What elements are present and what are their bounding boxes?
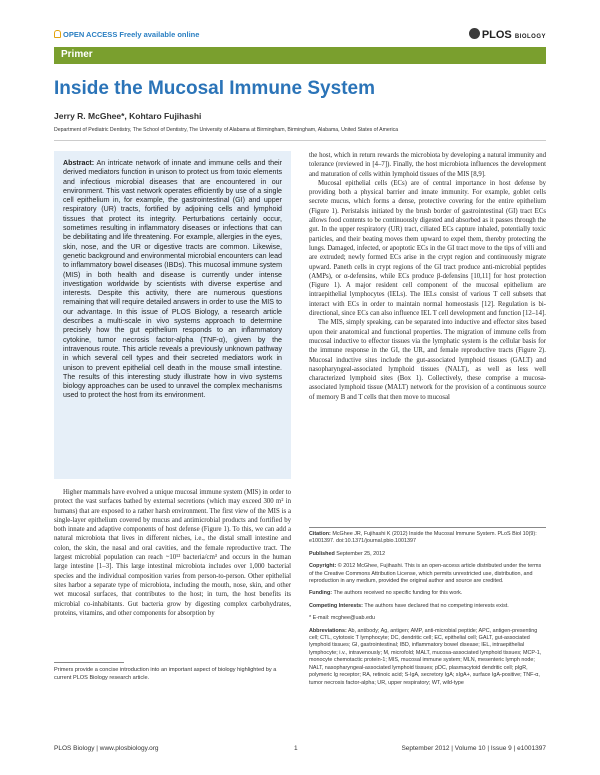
footnote-divider (54, 662, 124, 663)
page-footer (54, 745, 546, 755)
article-type-banner (54, 47, 546, 64)
abstract-label: Abstract: (63, 159, 95, 167)
body-column-right (309, 151, 546, 402)
copyright-block: Copyright: © 2012 McGhee, Fujihashi. This is an open-access article distributed under the terms of the Creative Commons Attribution License, which permits unrestricted use, distribution, and reproduction in any medium, provided the original author and source are credited. (309, 563, 542, 585)
abbreviations-block: Abbreviations: Ab, antibody; Ag, antigen; AMP, anti-microbial peptide; APC, antigen-presenting cell; CTL, cytotoxic T lymphocyte; DC, dendritic cell; EC, epithelial cell; GALT, gut-associated lymphoid tissues; GI, gastrointestinal; IBD, inflammatory bowel disease; IEL, intraepithelial lymphocyte; i.v., intravenously; M, microfold; MALT, mucosa-associated lymphoid tissues; MCP-1, monocyte chemotactic protein-1; MIS, mucosal immune system; MLN, mesenteric lymph node; NALT, nasopharyngeal-associated lymphoid tissues; pDC, plasmacytoid dendritic cell; pIgR, polymeric Ig receptor; RA, retinoic acid; S-IgA, secretory IgA; sIgA+, surface IgA-positive; TNF-α, tumor necrosis factor-alpha; UR, upper respiratory; WT, wild-type (309, 627, 542, 686)
body-paragraph: Mucosal epithelial cells (ECs) are of central importance in host defense by providing both a physical barrier and innate immunity. For example, goblet cells secrete mucus, which forms a dense, protective covering for the entire epithelium (Figure 1). Peristalsis initiated by the brush border of gastrointestinal (GI) tract ECs allows food contents to be continuously digested and absorbed as it passes through the gut. In the upper respiratory (UR) tract, ciliated ECs capture inhaled, potentially toxic particles, and their beating moves them upward to expel them, thereby protecting the lungs. Damaged, infected, or apoptotic ECs in the GI tract move to the tips of villi and are extruded; newly formed ECs arise in the crypt region and continuously migrate upward. Paneth cells in crypt regions of the GI tract produce anti-microbial peptides (AMPs), or α-defensins, while ECs produce β-defensins [10,11] for host protection (Figure 1). A major resident cell component of the mucosal epithelium are intraepithelial lymphocytes (IELs). The IELs consist of various T cell subsets that interact with ECs in order to maintain normal homeostasis [12]. Regulation is bi-directional, since ECs can also influence IEL T cell development and function [12–14]. (309, 179, 546, 318)
published-block: Published September 25, 2012 (309, 550, 386, 557)
page-number: 1 (294, 745, 298, 752)
citation-block: Citation: McGhee JR, Fujihashi K (2012) Inside the Mucosal Immune System. PLoS Biol 10(9): e1001397. doi:10.1371/journal.pbio.1001397 (309, 531, 537, 545)
competing-interests-block: Competing Interests: The authors have declared that no competing interests exist. (309, 602, 509, 609)
article-type-label: Primer (61, 49, 93, 60)
body-column-left (54, 488, 291, 618)
body-paragraph: Higher mammals have evolved a unique mucosal immune system (MIS) in order to protect the vast surfaces bathed by external secretions (which may exceed 300 m² in humans) that are exposed to a rather harsh environment. The first view of the MIS is a single-layer epithelium covered by mucus and antimicrobial products and fortified by both innate and adaptive components of host defense (Figure 1). To this, we can add a natural microbiota that lives in different niches, i.e., the distal small intestine and colon, the skin, the nasal and oral cavities, and the female reproductive tract. The largest microbial population can reach ~10¹² bacteria/cm³ and occurs in the human large intestine [1–3]. This large intestinal microbiota includes over 1,000 bacterial species and the individual composition varies from person-to-person. Other epithelial sites harbor a separate type of microbiota, including the mouth, nose, skin, and other wet mucosal surfaces, that contributes to the host; in turn, the host benefits its microbial co-inhabitants. Gut bacteria grow by digesting complex carbohydrates, proteins, vitamins, and other components for absorption by (54, 489, 291, 617)
header-divider (54, 140, 546, 141)
abstract-box (54, 151, 291, 479)
affiliation: Department of Pediatric Dentistry, The School of Dentistry, The University of Alabama at Birmingham, Birmingham, Alabama, United States of America (54, 127, 399, 133)
open-access-badge: OPEN ACCESS Freely available online (54, 30, 199, 39)
email-line: * E-mail: mcghee@uab.edu (309, 615, 376, 622)
abstract-text: An intricate network of innate and immune cells and their derived mediators function in unison to protect us from toxic elements and infectious microbial diseases that are encountered in our environment. This vast network operates efficiently by use of a single cell epithelium in, for example, the gastrointestinal (GI) and upper respiratory (UR) tracts, fortified by adjoining cells and lymphoid tissues that protect its integrity. Perturbations certainly occur, sometimes resulting in inflammatory diseases or infections that can be debilitating and life threatening. For example, allergies in the eyes, skin, nose, and the UR or digestive tracts are common. Likewise, genetic background and environmental microbial encounters can lead to inflammatory bowel diseases (IBDs). This mucosal immune system (MIS) in both health and disease is currently under intense investigation worldwide by scientists with diverse expertise and interests. Despite this activity, there are numerous questions remaining that will require detailed answers in order to use the MIS to our advantage. In this issue of PLOS Biology, a research article describes a multi-scale in vivo systems approach to determine precisely how the gut epithelium responds to an inflammatory cytokine, tumor necrosis factor-alpha (TNF-α), given by the intravenous route. This article reveals a previously unknown pathway in which several cell types and their secreted mediators work in unison to prevent epithelial cell death in the mouse small intestine. The results of this interesting study illustrate how in vivo systems biology approaches can be used to unravel the complex mechanisms used to protect the host from its environment. (63, 159, 282, 400)
body-paragraph: the host, which in return rewards the microbiota by developing a natural immunity and tolerance (reviewed in [4–7]). Finally, the host microbiota influences the development and maturation of cells within lymphoid tissues of the MIS [8,9]. (309, 152, 546, 178)
body-paragraph: The MIS, simply speaking, can be separated into inductive and effector sites based upon their anatomical and functional properties. The migration of immune cells from mucosal inductive to effector tissues via the lymphatic system is the cellular basis for the immune response in the GI, the UR, and female reproductive tracts (Figure 2). Mucosal inductive sites include the gut-associated lymphoid tissues (GALT) and nasopharyngeal-associated lymphoid tissues (NALT), as well as less well characterized lymphoid sites (Box 1). Collectively, these comprise a mucosa-associated lymphoid tissue (MALT) network for the provision of a continuous source of memory B and T cells that then move to mucosal (309, 319, 546, 401)
open-access-lock-icon (54, 30, 61, 38)
article-title: Inside the Mucosal Immune System (54, 78, 375, 99)
plos-logo: PLOS BIOLOGY (469, 28, 546, 41)
funding-block: Funding: The authors received no specific funding for this work. (309, 590, 463, 597)
article-info-divider (309, 527, 546, 528)
footer-journal: PLOS Biology | www.plosbiology.org (54, 745, 159, 752)
article-info (309, 531, 546, 692)
primer-footnote: Primers provide a concise introduction into an important aspect of biology highlighted by a current PLOS Biology research article. (54, 667, 277, 681)
footer-issue: September 2012 | Volume 10 | Issue 9 | e1001397 (401, 745, 546, 752)
author-list: Jerry R. McGhee*, Kohtaro Fujihashi (54, 111, 202, 121)
journal-header (54, 28, 546, 44)
plos-logo-icon (469, 28, 480, 39)
